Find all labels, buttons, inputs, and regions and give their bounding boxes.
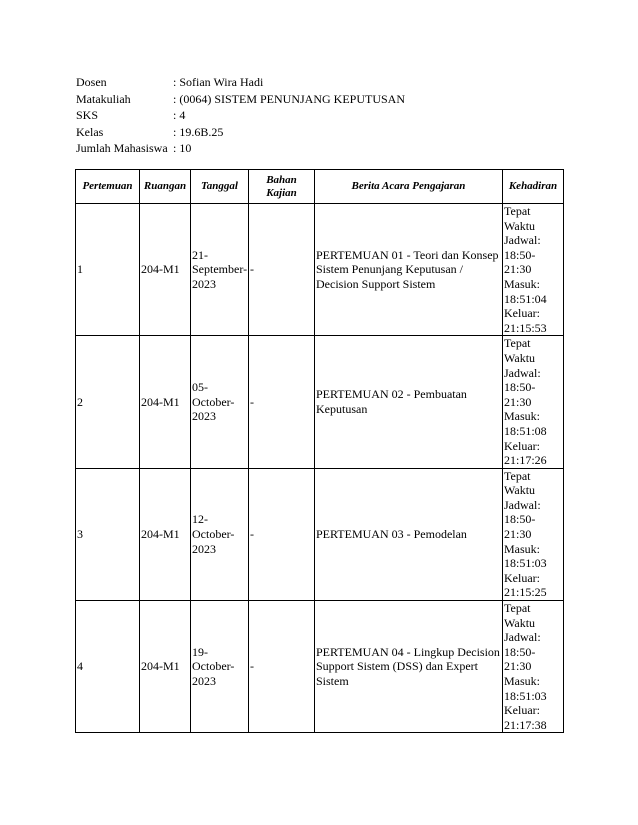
- cell-ruangan: 204-M1: [140, 204, 191, 336]
- kehadiran-line: Waktu: [504, 615, 536, 630]
- cell-bahan-kajian: -: [249, 204, 315, 336]
- kehadiran-line: 21:17:38: [504, 717, 547, 732]
- info-label: Matakuliah: [76, 91, 131, 106]
- header-ruangan: Ruangan: [140, 170, 191, 204]
- kehadiran-line: 21:30: [504, 262, 532, 277]
- kehadiran-line: 18:51:03: [504, 688, 547, 703]
- cell-tanggal: 21-September-2023: [191, 204, 249, 336]
- kehadiran-line: Tepat: [504, 601, 531, 616]
- info-value: : 4: [173, 108, 186, 122]
- info-row-jumlah-mahasiswa: [76, 140, 405, 157]
- cell-berita-acara: PERTEMUAN 02 - Pembuatan Keputusan: [315, 336, 503, 468]
- cell-tanggal: 12-October-2023: [191, 468, 249, 600]
- cell-kehadiran: [503, 336, 564, 468]
- table-row: [76, 601, 564, 733]
- cell-berita-acara: PERTEMUAN 03 - Pemodelan: [315, 468, 503, 600]
- kehadiran-line: Masuk:: [504, 276, 540, 291]
- cell-bahan-kajian: -: [249, 468, 315, 600]
- info-row-sks: [76, 107, 405, 124]
- cell-tanggal: 19-October-2023: [191, 601, 249, 733]
- info-label: Kelas: [76, 124, 104, 139]
- kehadiran-line: 18:50-: [504, 512, 536, 527]
- kehadiran-line: Tepat: [504, 336, 531, 351]
- kehadiran-line: Keluar:: [504, 438, 540, 453]
- table-header-row: [76, 170, 564, 204]
- info-label: Jumlah Mahasiswa: [76, 141, 168, 155]
- header-berita-acara: Berita Acara Pengajaran: [315, 170, 503, 204]
- cell-ruangan: 204-M1: [140, 336, 191, 468]
- info-row-dosen: [76, 74, 405, 91]
- kehadiran-line: 18:50-: [504, 247, 536, 262]
- kehadiran-line: Masuk:: [504, 674, 540, 688]
- kehadiran-line: Tepat: [504, 468, 531, 483]
- kehadiran-line: Keluar:: [504, 306, 540, 321]
- cell-ruangan: 204-M1: [140, 468, 191, 600]
- kehadiran-line: 21:30: [504, 659, 532, 674]
- cell-kehadiran: [503, 601, 564, 733]
- table-row: [76, 468, 564, 600]
- cell-berita-acara: PERTEMUAN 01 - Teori dan Konsep Sistem Penunjang Keputusan / Decision Support Sistem: [315, 204, 503, 336]
- kehadiran-line: 18:51:08: [504, 423, 547, 438]
- info-value: : 19.6B.25: [173, 124, 224, 139]
- info-value: : (0064) SISTEM PENUNJANG KEPUTUSAN: [173, 91, 406, 106]
- cell-pertemuan: 3: [76, 468, 140, 600]
- cell-pertemuan: 4: [76, 601, 140, 733]
- info-label: SKS: [76, 108, 99, 122]
- kehadiran-line: 21:30: [504, 527, 532, 542]
- header-bahan-kajian: Bahan Kajian: [249, 170, 315, 204]
- kehadiran-line: Masuk:: [504, 541, 540, 556]
- cell-ruangan: 204-M1: [140, 601, 191, 733]
- kehadiran-line: 18:50-: [504, 380, 536, 395]
- kehadiran-line: 18:51:03: [504, 556, 547, 571]
- kehadiran-line: 21:17:26: [504, 453, 547, 468]
- info-value: : Sofian Wira Hadi: [173, 75, 264, 89]
- info-label: Dosen: [76, 75, 107, 89]
- kehadiran-line: 21:15:53: [504, 320, 547, 335]
- cell-berita-acara: PERTEMUAN 04 - Lingkup Decision Support Sistem (DSS) dan Expert Sistem: [315, 601, 503, 733]
- kehadiran-line: Jadwal:: [504, 630, 541, 645]
- table-row: [76, 204, 564, 336]
- kehadiran-line: Jadwal:: [504, 233, 541, 248]
- kehadiran-line: Jadwal:: [504, 497, 541, 512]
- header-tanggal: Tanggal: [191, 170, 249, 204]
- cell-bahan-kajian: -: [249, 601, 315, 733]
- info-row-kelas: [76, 124, 405, 141]
- kehadiran-line: Waktu: [504, 483, 536, 498]
- info-value: : 10: [173, 141, 192, 155]
- table-row: [76, 336, 564, 468]
- kehadiran-line: Waktu: [504, 218, 536, 233]
- course-info: [76, 74, 405, 157]
- cell-kehadiran: [503, 468, 564, 600]
- kehadiran-line: Jadwal:: [504, 365, 541, 380]
- cell-bahan-kajian: -: [249, 336, 315, 468]
- header-pertemuan: Pertemuan: [76, 170, 140, 204]
- kehadiran-line: 21:30: [504, 394, 532, 409]
- lecture-table: [75, 169, 564, 733]
- cell-pertemuan: 2: [76, 336, 140, 468]
- kehadiran-line: Masuk:: [504, 409, 540, 424]
- cell-kehadiran: [503, 204, 564, 336]
- kehadiran-line: Keluar:: [504, 570, 540, 585]
- kehadiran-line: 18:51:04: [504, 291, 547, 306]
- cell-tanggal: 05-October-2023: [191, 336, 249, 468]
- header-kehadiran: Kehadiran: [503, 170, 564, 204]
- kehadiran-line: 21:15:25: [504, 585, 547, 600]
- cell-pertemuan: 1: [76, 204, 140, 336]
- kehadiran-line: Keluar:: [504, 703, 540, 718]
- kehadiran-line: Tepat: [504, 204, 531, 218]
- kehadiran-line: Waktu: [504, 350, 536, 365]
- kehadiran-line: 18:50-: [504, 644, 536, 659]
- info-row-matakuliah: [76, 91, 405, 108]
